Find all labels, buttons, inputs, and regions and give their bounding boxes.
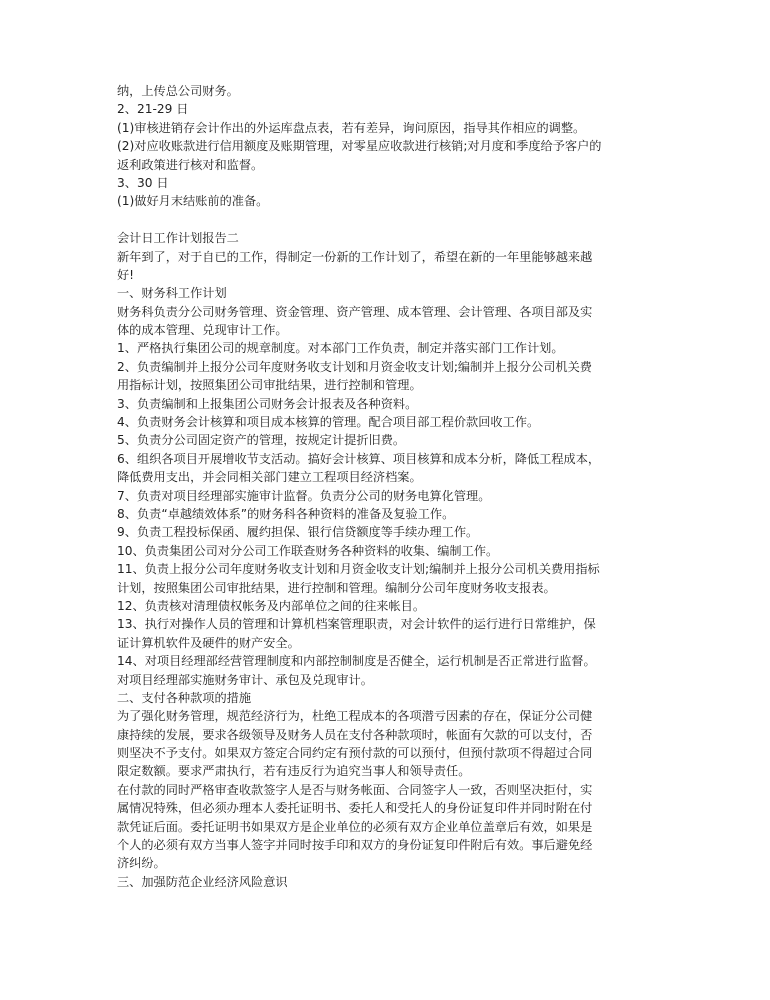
text-line: 14、对项目经理部经营管理制度和内部控制制度是否健全，运行机制是否正常进行监督。 <box>117 654 596 669</box>
section-title: 会计日工作计划报告二 <box>117 231 239 246</box>
text-line: 6、组织各项目开展增收节支活动。搞好会计核算、项目核算和成本分析，降低工程成本， <box>117 451 601 466</box>
text-line: 计划，按照集团公司审批结果，进行控制和管理。编制分公司年度财务收支报表。 <box>117 580 556 595</box>
text-line: 8、负责“卓越绩效体系”的财务科各种资料的准备及复验工作。 <box>117 506 455 521</box>
text-line: 9、负责工程投标保函、履约担保、银行信贷额度等手续办理工作。 <box>117 525 479 540</box>
text-line: 返利政策进行核对和监督。 <box>117 157 264 172</box>
text-line: 11、负责上报分公司年度财务收支计划和月资金收支计划;编制并上报分公司机关费用指标 <box>117 562 600 577</box>
text-line: 5、负责分公司固定资产的管理，按规定计提折旧费。 <box>117 433 406 448</box>
text-line: 对项目经理部实施财务审计、承包及兑现审计。 <box>117 672 373 687</box>
text-line: 款凭证后面。委托证明书如果双方是企业单位的必须有双方企业单位盖章后有效，如果是 <box>117 819 593 834</box>
text-line: 属情况特殊，但必须办理本人委托证明书、委托人和受托人的身份证复印件并同时附在付 <box>117 801 593 816</box>
text-line: 2、21-29 日 <box>117 102 189 117</box>
blank-line <box>117 211 657 229</box>
heading-line: 三、加强防范企业经济风险意识 <box>117 874 288 889</box>
text-line: 3、30 日 <box>117 175 169 190</box>
text-line: 纳，上传总公司财务。 <box>117 84 239 98</box>
text-line: (2)对应收账款进行信用额度及账期管理，对零星应收款进行核销;对月度和季度给予客户的 <box>117 139 602 154</box>
text-line: 康持续的发展，要求各级领导及财务人员在支付各种款项时，帐面有欠款的可以支付，否 <box>117 727 593 742</box>
heading-line: 二、支付各种款项的措施 <box>117 690 252 705</box>
text-line: 个人的必须有双方当事人签字并同时按手印和双方的身份证复印件附后有效。事后避免经 <box>117 838 593 853</box>
text-line: 12、负责核对清理债权帐务及内部单位之间的往来帐目。 <box>117 598 426 613</box>
text-line: 则坚决不予支付。如果双方签定合同约定有预付款的可以预付，但预付款项不得超过合同 <box>117 746 593 761</box>
text-line: 2、负责编制并上报分公司年度财务收支计划和月资金收支计划;编制并上报分公司机关费 <box>117 359 592 374</box>
text-line: 证计算机软件及硬件的财产安全。 <box>117 635 300 650</box>
text-line: 1、严格执行集团公司的规章制度。对本部门工作负责，制定并落实部门工作计划。 <box>117 341 564 356</box>
text-line: 4、负责财务会计核算和项目成本核算的管理。配合项目部工程价款回收工作。 <box>117 415 540 430</box>
text-line: 限定数额。要求严肃执行，若有违反行为追究当事人和领导责任。 <box>117 764 471 779</box>
text-line: 体的成本管理、兑现审计工作。 <box>117 323 288 338</box>
text-line: 用指标计划，按照集团公司审批结果，进行控制和管理。 <box>117 378 422 393</box>
text-line: 降低费用支出，并会同相关部门建立工程项目经济档案。 <box>117 470 422 485</box>
heading-line: 一、财务科工作计划 <box>117 286 227 301</box>
text-line: 为了强化财务管理，规范经济行为，杜绝工程成本的各项潜亏因素的存在，保证分公司健 <box>117 709 593 724</box>
text-line: 7、负责对项目经理部实施审计监督。负责分公司的财务电算化管理。 <box>117 488 491 503</box>
document-body <box>117 82 657 891</box>
text-line: 在付款的同时严格审查收款签字人是否与财务帐面、合同签字人一致，否则坚决拒付，实 <box>117 782 593 797</box>
text-line: (1)审核进销存会计作出的外运库盘点表，若有差异，询问原因，指导其作相应的调整。 <box>117 120 586 135</box>
text-line: 好! <box>117 267 135 282</box>
text-line: 济纠纷。 <box>117 856 166 871</box>
text-line: (1)做好月末结账前的准备。 <box>117 194 269 209</box>
text-line: 3、负责编制和上报集团公司财务会计报表及各种资料。 <box>117 396 418 411</box>
text-line: 13、执行对操作人员的管理和计算机档案管理职责，对会计软件的运行进行日常维护，保 <box>117 617 596 632</box>
text-line: 新年到了，对于自已的工作，得制定一份新的工作计划了，希望在新的一年里能够越来越 <box>117 249 593 264</box>
text-line: 10、负责集团公司对分公司工作联查财务各种资料的收集、编制工作。 <box>117 543 499 558</box>
text-line: 财务科负责分公司财务管理、资金管理、资产管理、成本管理、会计管理、各项目部及实 <box>117 304 593 319</box>
